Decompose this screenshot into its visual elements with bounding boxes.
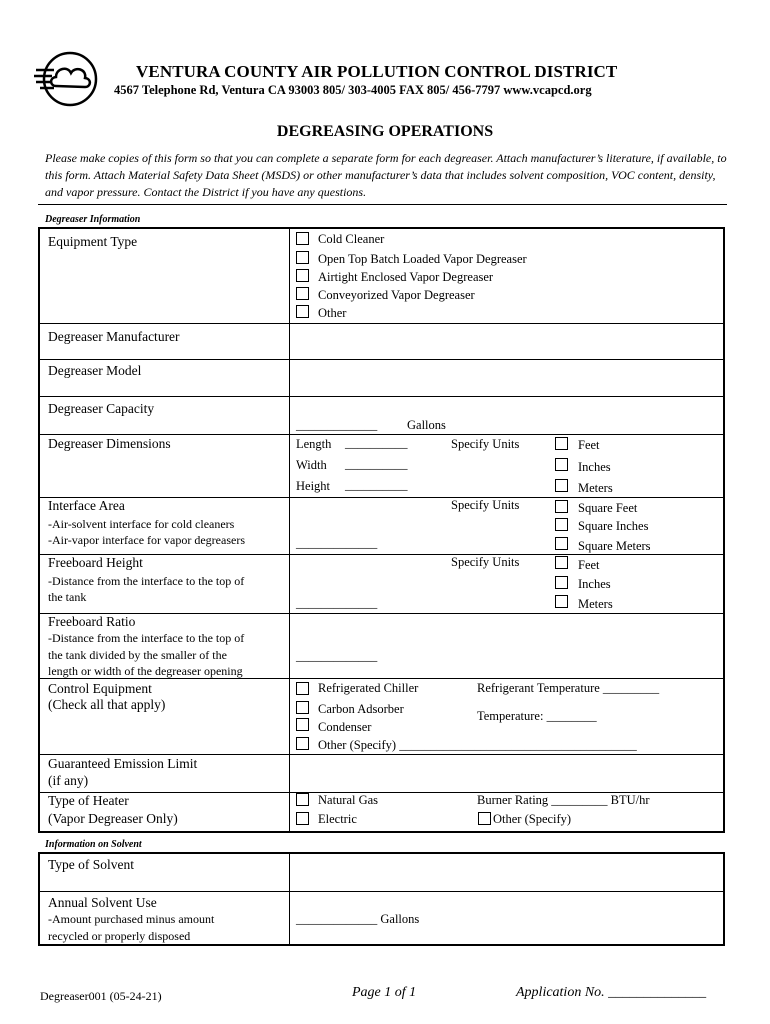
annual-use-label: Annual Solvent Use <box>48 895 157 910</box>
emission-limit-note: (if any) <box>48 773 89 788</box>
unit-label: Feet <box>578 438 600 452</box>
row-divider <box>40 891 723 892</box>
checkbox-square-meters[interactable] <box>555 537 568 550</box>
manufacturer-label: Degreaser Manufacturer <box>48 329 180 344</box>
section-solvent-info: Information on Solvent <box>45 839 142 850</box>
option-label: Open Top Batch Loaded Vapor Degreaser <box>318 252 527 266</box>
unit-label: Square Feet <box>578 501 638 515</box>
checkbox-open-top[interactable] <box>296 251 309 264</box>
option-label: Natural Gas <box>318 793 379 807</box>
checkbox-inches[interactable] <box>555 576 568 589</box>
intro-text: Please make copies of this form so that you can complete a separate form for each degreaser. Attach manufacturer’s literature, if available, to this form. Attach Material Safety Data Sheet (MSDS) or other manufacturer’s data that includes solvent composition, VOC content, density, and vapor pressure. Contact the District if you have any questions. <box>45 151 727 199</box>
interface-area-field[interactable]: _____________ <box>296 536 378 550</box>
checkbox-square-feet[interactable] <box>555 500 568 513</box>
freeboard-ratio-field[interactable]: _____________ <box>296 649 378 663</box>
checkbox-condenser[interactable] <box>296 718 309 731</box>
row-divider <box>40 497 723 498</box>
checkbox-electric[interactable] <box>296 812 309 825</box>
apcd-logo <box>32 48 106 110</box>
interface-area-note: -Air-vapor interface for vapor degreasers <box>48 533 245 547</box>
annual-use-note: -Amount purchased minus amount <box>48 912 215 926</box>
row-divider <box>40 396 723 397</box>
freeboard-ratio-note: -Distance from the interface to the top of <box>48 631 245 645</box>
checkbox-other[interactable] <box>296 305 309 318</box>
option-label: Cold Cleaner <box>318 232 385 246</box>
heater-type-label: Type of Heater <box>48 793 129 808</box>
burner-rating-field[interactable]: Burner Rating _________ BTU/hr <box>477 793 650 807</box>
specify-units-label: Specify Units <box>451 555 520 569</box>
interface-area-label: Interface Area <box>48 498 125 513</box>
checkbox-airtight[interactable] <box>296 269 309 282</box>
height-field[interactable]: __________ <box>345 478 408 492</box>
checkbox-refrigerated-chiller[interactable] <box>296 682 309 695</box>
emission-limit-field[interactable] <box>292 757 722 789</box>
emission-limit-label: Guaranteed Emission Limit <box>48 756 198 771</box>
degreaser-table <box>38 227 725 833</box>
unit-label: Meters <box>578 481 613 495</box>
row-divider <box>40 323 723 324</box>
option-label: Condenser <box>318 720 372 734</box>
checkbox-other-control[interactable] <box>296 737 309 750</box>
temperature-field[interactable]: Temperature: ________ <box>477 709 597 723</box>
application-number[interactable]: Application No. ______________ <box>516 985 707 1000</box>
heater-type-note: (Vapor Degreaser Only) <box>48 811 178 826</box>
solvent-type-field[interactable] <box>292 856 722 888</box>
row-divider <box>40 359 723 360</box>
unit-label: Meters <box>578 597 613 611</box>
freeboard-ratio-label: Freeboard Ratio <box>48 614 136 629</box>
length-label: Length <box>296 437 332 451</box>
section-degreaser-info: Degreaser Information <box>45 214 141 225</box>
width-field[interactable]: __________ <box>345 457 408 471</box>
checkbox-square-inches[interactable] <box>555 518 568 531</box>
capacity-field[interactable]: _____________ <box>296 418 378 432</box>
solvent-type-label: Type of Solvent <box>48 857 135 872</box>
capacity-label: Degreaser Capacity <box>48 401 155 416</box>
checkbox-feet[interactable] <box>555 437 568 450</box>
checkbox-other-heater[interactable] <box>478 812 491 825</box>
freeboard-height-note: the tank <box>48 590 87 604</box>
unit-label: Inches <box>578 577 611 591</box>
unit-label: Square Meters <box>578 539 651 553</box>
option-label[interactable]: Other (Specify) ______________________________________ <box>318 738 637 752</box>
column-divider <box>289 229 290 831</box>
dimensions-label: Degreaser Dimensions <box>48 436 171 451</box>
capacity-unit: Gallons <box>407 418 446 432</box>
specify-units-label: Specify Units <box>451 498 520 512</box>
specify-units-label: Specify Units <box>451 437 520 451</box>
form-title: DEGREASING OPERATIONS <box>276 123 494 140</box>
unit-label: Inches <box>578 460 611 474</box>
option-label: Other <box>318 306 347 320</box>
solvent-table <box>38 852 725 946</box>
interface-area-note: -Air-solvent interface for cold cleaners <box>48 517 235 531</box>
control-equipment-note: (Check all that apply) <box>48 697 166 712</box>
checkbox-meters[interactable] <box>555 595 568 608</box>
checkbox-feet[interactable] <box>555 556 568 569</box>
option-label: Electric <box>318 812 357 826</box>
page-number: Page 1 of 1 <box>352 985 417 1000</box>
annual-use-note: recycled or properly disposed <box>48 929 191 943</box>
control-equipment-label: Control Equipment <box>48 681 152 696</box>
checkbox-cold-cleaner[interactable] <box>296 232 309 245</box>
divider <box>38 204 727 205</box>
freeboard-ratio-note: length or width of the degreaser opening <box>48 664 243 678</box>
checkbox-inches[interactable] <box>555 458 568 471</box>
manufacturer-field[interactable] <box>292 326 722 356</box>
option-label: Conveyorized Vapor Degreaser <box>318 288 475 302</box>
freeboard-ratio-note: the tank divided by the smaller of the <box>48 648 227 662</box>
equipment-type-label: Equipment Type <box>48 234 138 249</box>
row-divider <box>40 434 723 435</box>
row-divider <box>40 613 723 614</box>
form-id: Degreaser001 (05-24-21) <box>40 989 162 1003</box>
column-divider <box>289 854 290 944</box>
option-label: Airtight Enclosed Vapor Degreaser <box>318 270 494 284</box>
option-label: Other (Specify) <box>493 812 572 826</box>
unit-label: Feet <box>578 558 600 572</box>
refrigerant-temperature-field[interactable]: Refrigerant Temperature _________ <box>477 681 660 695</box>
length-field[interactable]: __________ <box>345 436 408 450</box>
option-label: Carbon Adsorber <box>318 702 404 716</box>
org-name: VENTURA COUNTY AIR POLLUTION CONTROL DISTRICT <box>136 62 618 81</box>
checkbox-meters[interactable] <box>555 479 568 492</box>
option-label: Refrigerated Chiller <box>318 681 419 695</box>
width-label: Width <box>296 458 327 472</box>
freeboard-height-note: -Distance from the interface to the top of <box>48 574 245 588</box>
model-label: Degreaser Model <box>48 363 142 378</box>
org-address: 4567 Telephone Rd, Ventura CA 93003 805/ 303-4005 FAX 805/ 456-7797 www.vcapcd.org <box>114 83 592 97</box>
checkbox-conveyorized[interactable] <box>296 287 309 300</box>
row-divider <box>40 754 723 755</box>
checkbox-natural-gas[interactable] <box>296 793 309 806</box>
annual-use-field[interactable]: _____________ Gallons <box>296 912 420 926</box>
freeboard-height-field[interactable]: _____________ <box>296 596 378 610</box>
height-label: Height <box>296 479 331 493</box>
checkbox-carbon-adsorber[interactable] <box>296 701 309 714</box>
freeboard-height-label: Freeboard Height <box>48 555 143 570</box>
model-field[interactable] <box>292 362 722 393</box>
unit-label: Square Inches <box>578 519 649 533</box>
